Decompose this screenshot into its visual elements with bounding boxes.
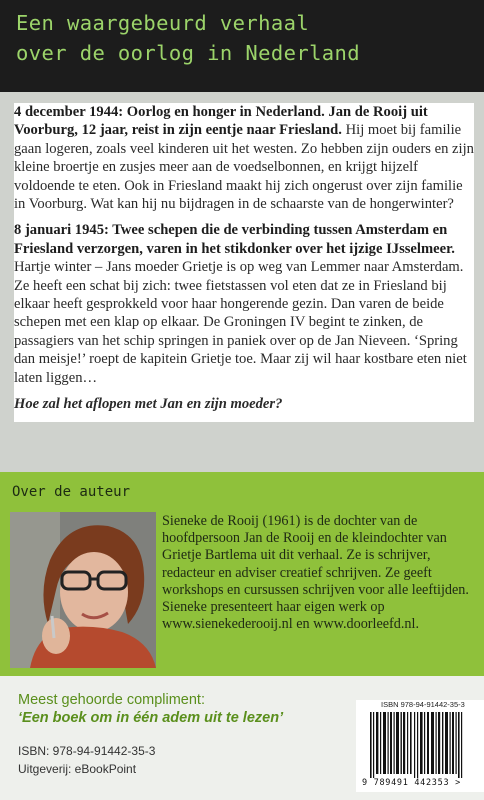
- compliment-heading: Meest gehoorde compliment:: [18, 692, 205, 708]
- barcode: [356, 700, 484, 792]
- author-portrait-illustration: [10, 512, 156, 668]
- author-heading: Over de auteur: [12, 484, 131, 500]
- synopsis-paragraph-1: [14, 103, 474, 213]
- barcode-digits: 9 789491 442353 >: [362, 778, 461, 788]
- isbn-text: ISBN: 978-94-91442-35-3: [18, 744, 156, 758]
- synopsis-question: Hoe zal het aflopen met Jan en zijn moeder?: [14, 396, 283, 413]
- synopsis-p2-body: Hartje winter – Jans moeder Grietje is op weg van Lemmer naar Amsterdam. Ze heeft een schat bij zich: twee fietstassen vol eten dat ze in Friesland bij elkaar heeft gesprokkeld voor haar hongerende gezin. Dan varen de beide schepen met een klap op elkaar. De Groningen IV begint te zinken, de passagiers van het schip springen in paniek over op de Jan Nieveen. ‘Spring dan meisje!’ roept de kapitein Grietje toe. Maar zij wil haar kostbare eten niet laten liggen…: [14, 259, 467, 386]
- synopsis: [14, 103, 474, 422]
- synopsis-p1-body: Hij moet bij familie gaan logeren, zoals veel kinderen uit het westen. Zo hebben zijn ouders en zijn kleine broertje en zusjes meer aan de voedselbonnen, en krijgt hijzelf voldoende te eten. Ook in Friesland maakt hij zich ongerust over zijn familie in Voorburg. Wat kan hij nu bijdragen in de schaarste van de hongerwinter?: [14, 122, 474, 213]
- barcode-isbn-label: ISBN 978-94-91442-35-3: [381, 700, 465, 709]
- synopsis-paragraph-2: [14, 221, 474, 387]
- synopsis-p2-lead: 8 januari 1945: Twee schepen die de verbinding tussen Amsterdam en Friesland verzorgen, varen in het stikdonker over het ijzige IJsselmeer.: [14, 222, 455, 257]
- author-bio: Sieneke de Rooij (1961) is de dochter van de hoofdpersoon Jan de Rooij en de kleindochter van Grietje Bartlema uit dit verhaal. Ze is schrijver, redacteur en adviser creatief schrijven. Ze geeft workshops en cursussen schrijven voor alle leeftijden. Sieneke presenteert haar eigen werk op www.sienekederooij.nl en www.doorleefd.nl.: [162, 513, 469, 633]
- synopsis-p1-lead: 4 december 1944: Oorlog en honger in Nederland. Jan de Rooij uit Voorburg, 12 jaar, reist in zijn eentje naar Friesland.: [14, 104, 428, 139]
- tagline: Een waargebeurd verhaal over de oorlog in Nederland: [16, 11, 361, 65]
- compliment-quote: ‘Een boek om in één adem uit te lezen’: [18, 710, 284, 726]
- author-photo: [10, 512, 156, 668]
- publisher-text: Uitgeverij: eBookPoint: [18, 762, 137, 776]
